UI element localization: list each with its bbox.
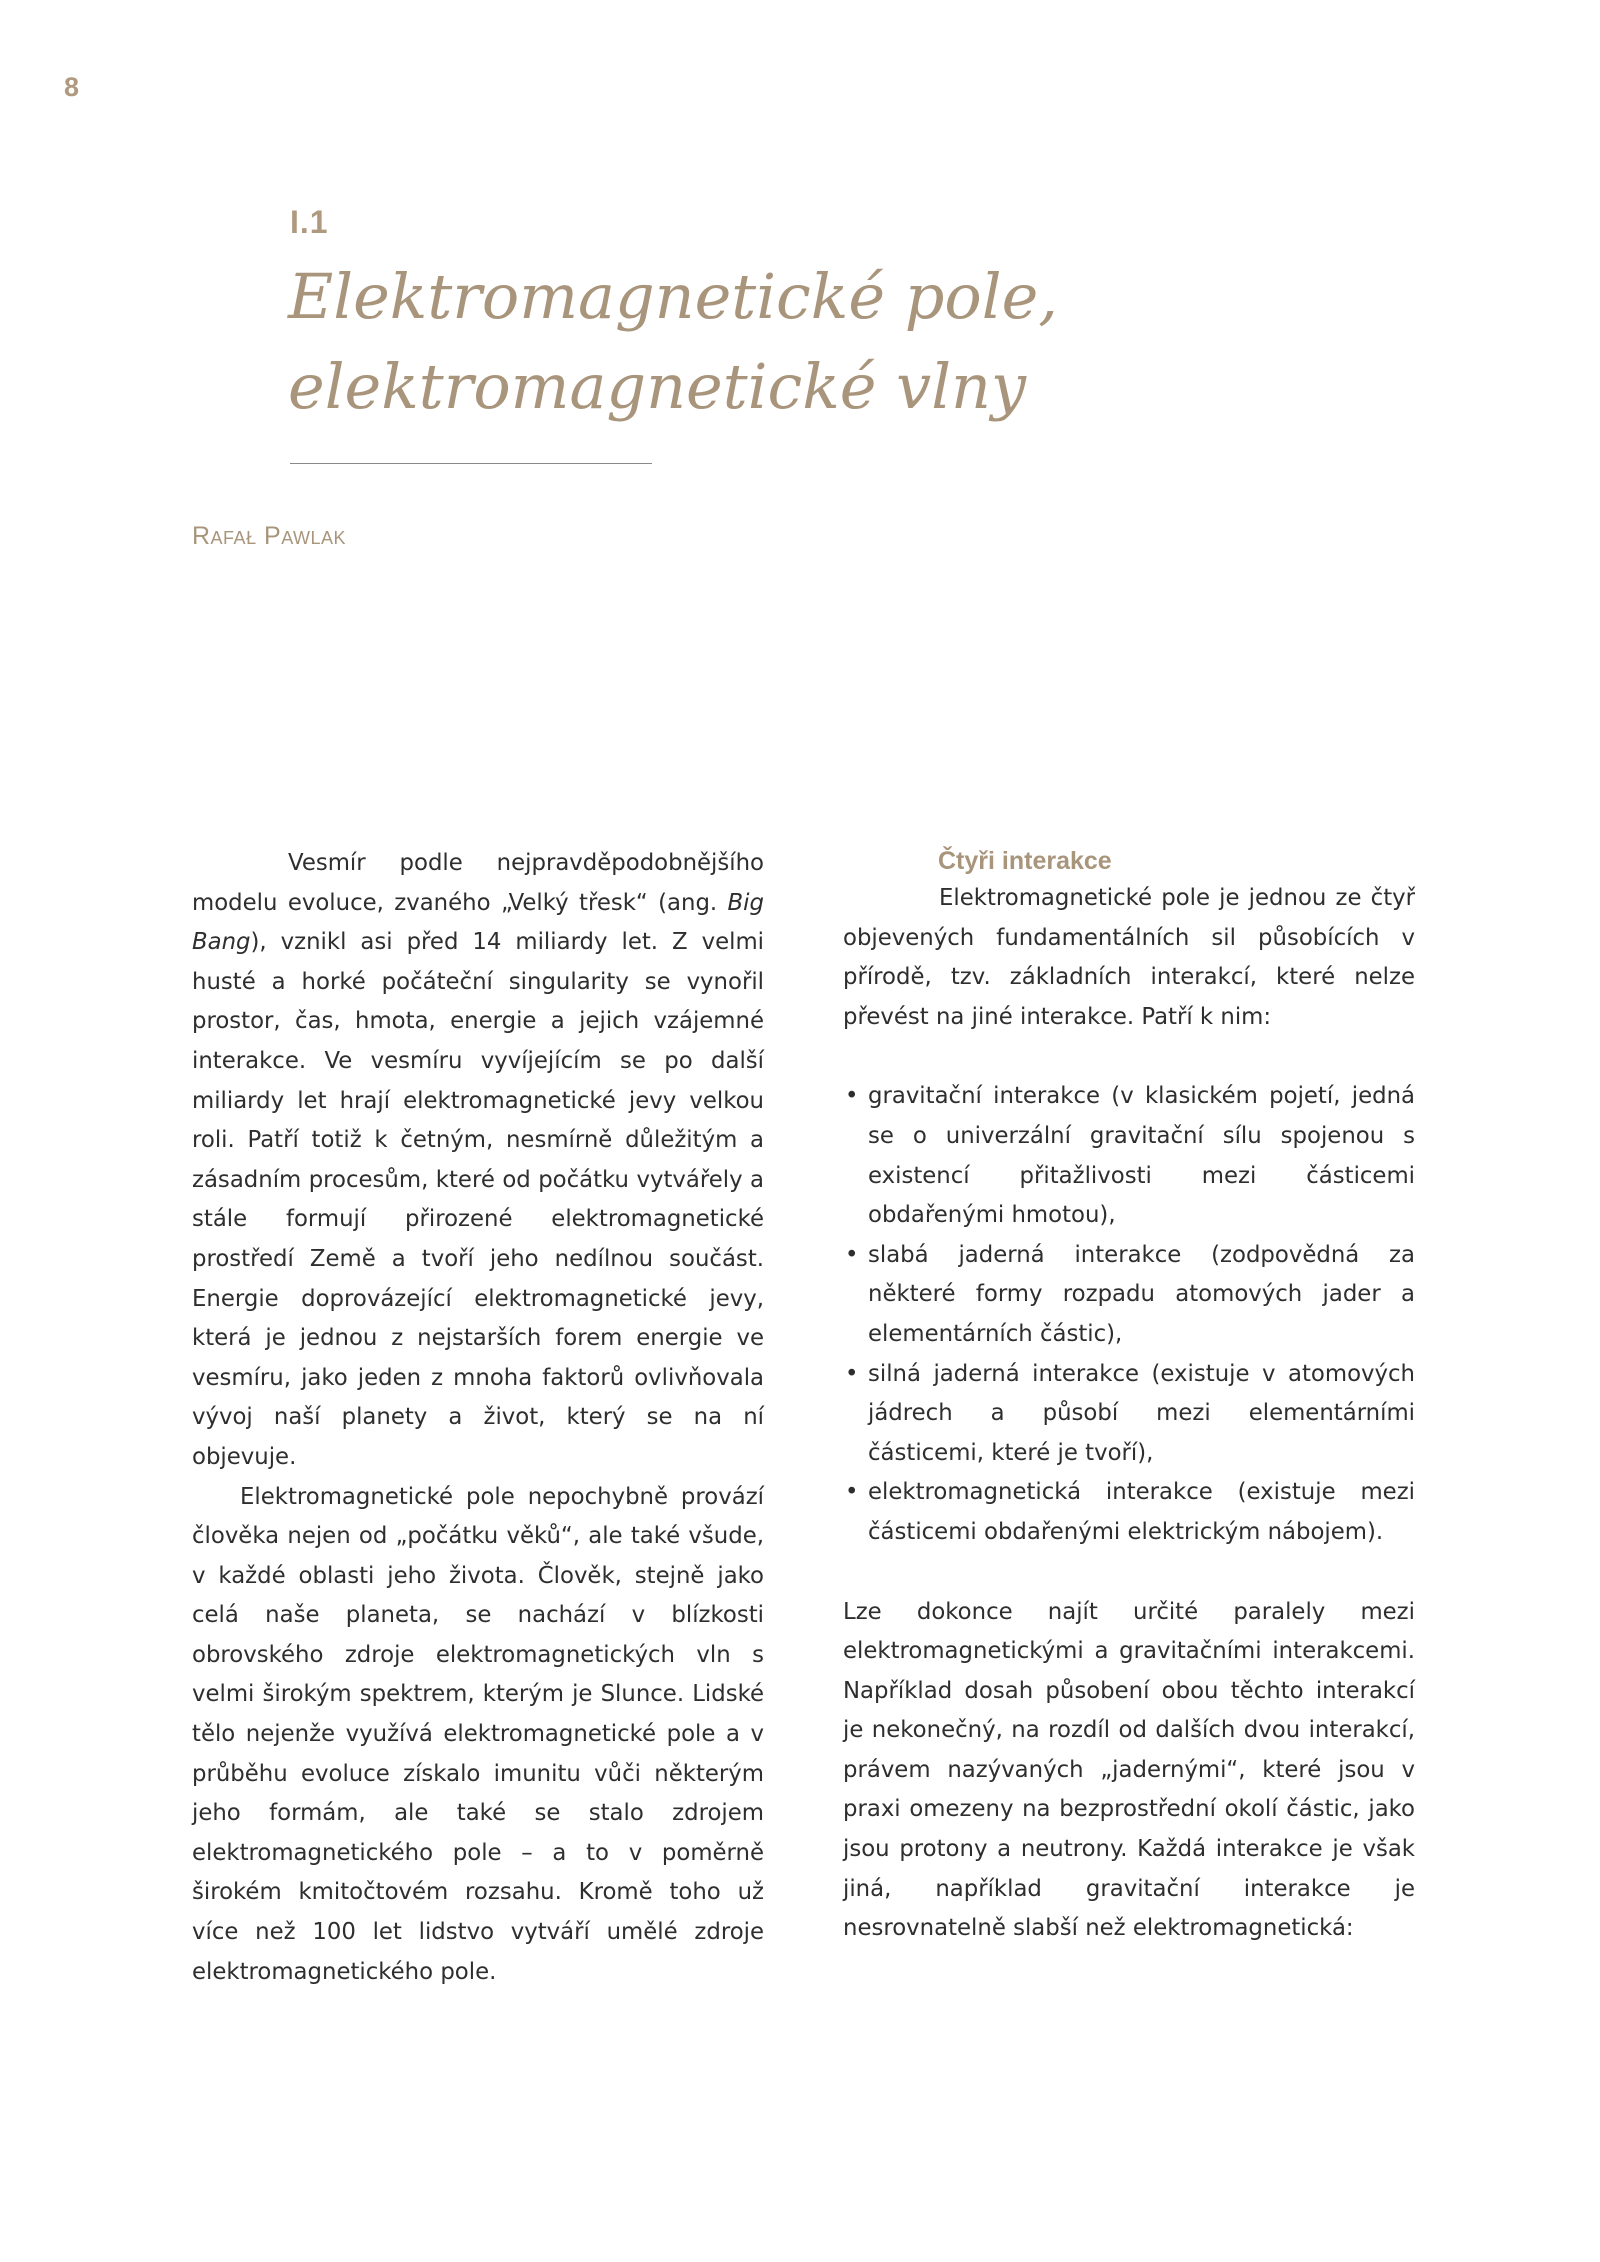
spacer xyxy=(843,1037,1415,1077)
closing-paragraph: Lze dokonce najít určité paralely mezi elektromagnetickými a gravitačními interakcemi. Například dosah působení obou těchto interakcí je nekonečný, na rozdíl od dalších dvou interakcí, právem nazývaných „jadernými“, které jsou v praxi omezeny na bezprostřední okolí částic, jako jsou protony a neutrony. Každá interakce je však jiná, například gravitační interakce je nesrovnatelně slabší než elektromagnetická: xyxy=(843,1598,1415,1942)
body-paragraph-1 xyxy=(192,844,764,1478)
chapter-title-line-1: Elektromagnetické pole, xyxy=(288,260,1058,333)
paragraph-1-text-start: Vesmír podle nejpravděpodobnějšího modelu evoluce, zvaného „Velký třesk“ (ang. xyxy=(192,850,764,916)
author-name: Rafał Pawlak xyxy=(192,522,347,550)
chapter-title-line-2: elektromagnetické vlny xyxy=(288,350,1026,423)
list-item-electromagnetic: • elektromagnetická interakce (existuje mezi částicemi obdařenými elektrickým nábojem). xyxy=(843,1473,1415,1552)
chapter-title xyxy=(288,252,1288,432)
interaction-list xyxy=(843,1077,1415,1552)
title-divider xyxy=(290,463,652,464)
big-bang-term: Big Bang xyxy=(192,889,764,956)
list-item-strong-nuclear: • silná jaderná interakce (existuje v atomových jádrech a působí mezi elementárními částicemi, které je tvoří), xyxy=(843,1355,1415,1474)
section-intro-paragraph: Elektromagnetické pole je jednou ze čtyř objevených fundamentálních sil působících v přírodě, tzv. základních interakcí, které nelze převést na jiné interakce. Patří k nim: xyxy=(843,885,1415,1030)
page-number: 8 xyxy=(64,72,80,102)
right-column xyxy=(843,843,1415,1949)
body-paragraph-2: Elektromagnetické pole nepochybně provází člověka nejen od „počátku věků“, ale také všude, v každé oblasti jeho života. Člověk, stejně jako celá naše planeta, se nachází v blízkosti obrovského zdroje elektromagnetických vln s velmi širokým spektrem, kterým je Slunce. Lidské tělo nejenže využívá elektromagnetické pole a v průběhu evoluce získalo imunitu vůči některým jeho formám, ale také se stalo zdrojem elektromagnetického pole – a to v poměrně širokém kmitočtovém rozsahu. Kromě toho už více než 100 let lidstvo vytváří umělé zdroje elektromagnetického pole. xyxy=(192,1483,764,1985)
paragraph-1-text-end: ), vznikl asi před 14 miliardy let. Z velmi husté a horké počáteční singularity se vynořil prostor, čas, hmota, energie a jejich vzájemné interakce. Ve vesmíru vyvíjejícím se po další miliardy let hrají elektromagnetické jevy velkou roli. Patří totiž k četným, nesmírně důležitým a zásadním procesům, které od počátku vytvářely a stále formují přirozené elektromagnetické prostředí Země a tvoří jeho nedílnou součást. Energie doprovázející elektromagnetické jevy, která je jednou z nejstarších forem energie ve vesmíru, jako jeden z mnoha faktorů ovlivňovala vývoj naší planety a život, který se na ní objevuje. xyxy=(192,929,764,1470)
left-column xyxy=(192,844,764,1992)
list-item-gravitational: • gravitační interakce (v klasickém pojetí, jedná se o univerzální gravitační sílu spojenou s existencí přitažlivosti mezi částicemi obdařenými hmotou), xyxy=(843,1077,1415,1235)
chapter-number: I.1 xyxy=(290,204,329,240)
section-heading: Čtyři interakce xyxy=(938,847,1112,875)
spacer xyxy=(843,1553,1415,1593)
list-item-weak-nuclear: • slabá jaderná interakce (zodpovědná za některé formy rozpadu atomových jader a elementárních částic), xyxy=(843,1236,1415,1355)
